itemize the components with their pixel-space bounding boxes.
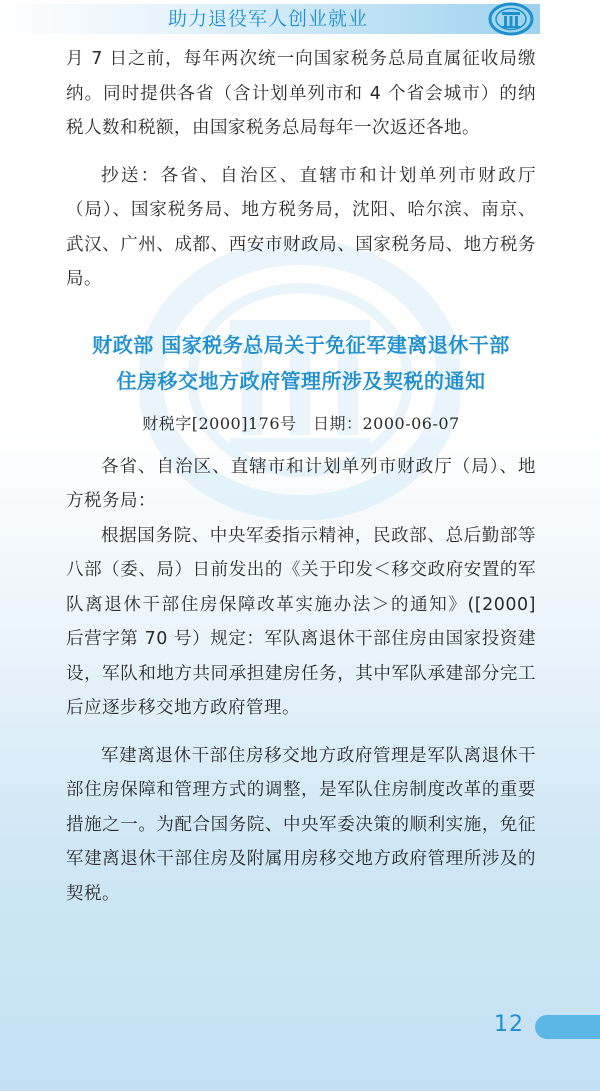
paragraph-decision: 军建离退休干部住房移交地方政府管理是军队离退休干部住房保障和管理方式的调整，是军队住房制度改革的重要措施之一。为配合国务院、中央军委决策的顺利实施，免征军建离退休干部住房及附属用房移交地方政府管理所涉及的契税。 bbox=[66, 745, 536, 904]
paragraph-basis: 根据国务院、中央军委指示精神，民政部、总后勤部等八部（委、局）日前发出的《关于印发＜移交政府安置的军队离退休干部住房保障改革实施办法＞的通知》([2000] 后营字第 70 号）规定：军队离退休干部住房由国家投资建设，军队和地方共同承担建房任务，其中军队承建部分完工后应逐步移交地方政府管理。 bbox=[66, 525, 536, 718]
page-number: 12 bbox=[494, 1012, 524, 1037]
document-body bbox=[66, 42, 536, 911]
document-number: 财税字[2000]176号 日期：2000-06-07 bbox=[142, 413, 460, 433]
paragraph-addressees: 各省、自治区、直辖市和计划单列市财政厅（局）、地方税务局： bbox=[66, 456, 536, 511]
notice-title bbox=[66, 327, 536, 399]
footer-pill bbox=[535, 1015, 600, 1039]
emblem-logo-icon bbox=[488, 2, 534, 36]
paragraph-continuation: 月 7 日之前，每年两次统一向国家税务总局直属征收局缴纳。同时提供各省（含计划单列市和 4 个省会城市）的纳税人数和税额，由国家税务总局每年一次返还各地。 bbox=[66, 49, 536, 138]
header-title: 助力退役军人创业就业 bbox=[168, 8, 369, 30]
paragraph-cc-list: 抄送：各省、自治区、直辖市和计划单列市财政厅（局）、国家税务局、地方税务局，沈阳、哈尔滨、南京、武汉、广州、成都、西安市财政局、国家税务局、地方税务局。 bbox=[66, 165, 536, 289]
notice-title-line2: 住房移交地方政府管理所涉及契税的通知 bbox=[116, 368, 486, 393]
page-header bbox=[0, 0, 600, 38]
notice-title-line1: 财政部 国家税务总局关于免征军建离退休干部 bbox=[92, 332, 510, 357]
